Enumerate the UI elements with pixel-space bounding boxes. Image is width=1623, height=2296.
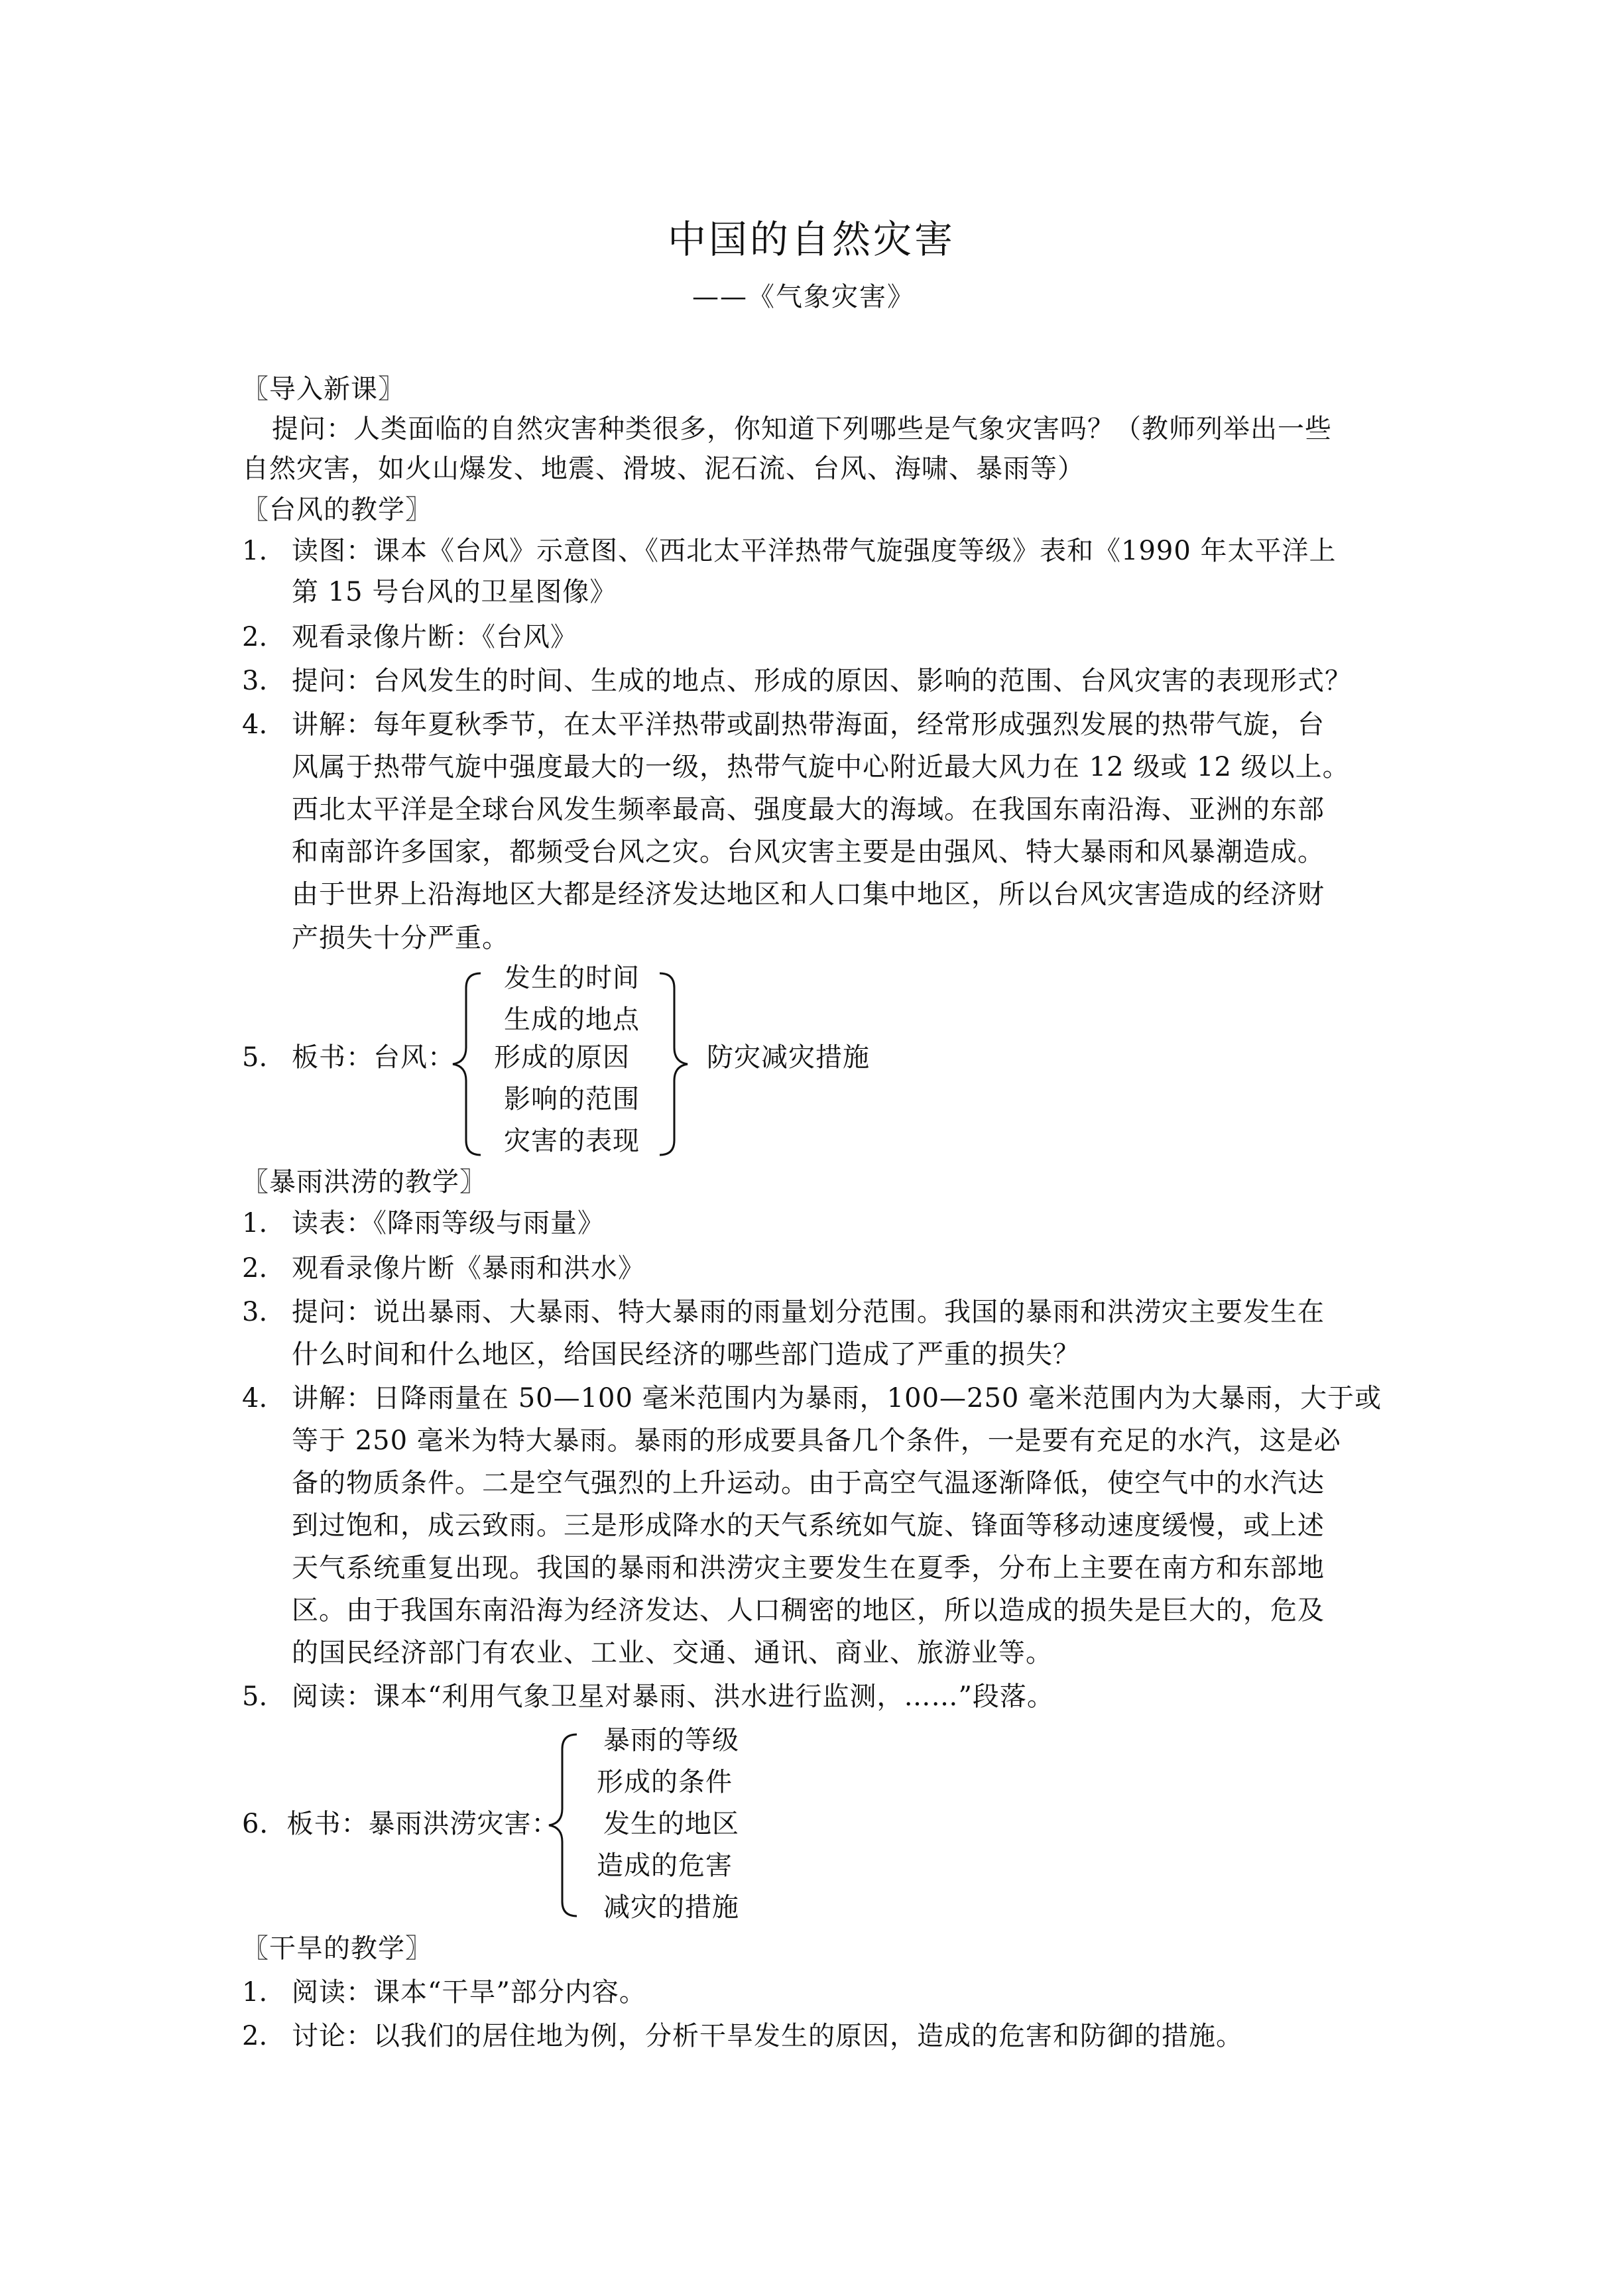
list-item-line: 提问：台风发生的时间、生成的地点、形成的原因、影响的范围、台风灾害的表现形式？ bbox=[292, 666, 1352, 696]
list-number: 4. bbox=[242, 1383, 268, 1414]
list-number: 1. bbox=[242, 1208, 268, 1239]
left-brace bbox=[544, 1729, 583, 1921]
list-item-line: 读表：《降雨等级与雨量》 bbox=[292, 1208, 605, 1239]
board-item: 发生的地区 bbox=[603, 1809, 739, 1839]
board-label-typhoon: 板书：台风： bbox=[292, 1042, 455, 1073]
intro-line: 自然灾害，如火山爆发、地震、滑坡、泥石流、台风、海啸、暴雨等） bbox=[242, 453, 1085, 484]
list-item-line: 风属于热带气旋中强度最大的一级，热带气旋中心附近最大风力在 12 级或 12 级以上。 bbox=[292, 752, 1350, 782]
list-number: 2. bbox=[242, 1253, 268, 1284]
section-heading-rainstorm: 〖暴雨洪涝的教学〗 bbox=[242, 1167, 487, 1197]
list-item-line: 和南部许多国家，都频受台风之灾。台风灾害主要是由强风、特大暴雨和风暴潮造成。 bbox=[292, 837, 1325, 867]
board-item: 暴雨的等级 bbox=[603, 1725, 739, 1756]
board-item: 形成的条件 bbox=[597, 1767, 733, 1797]
list-item-line: 观看录像片断：《台风》 bbox=[292, 622, 577, 652]
list-number: 2. bbox=[242, 622, 268, 652]
list-number: 5. bbox=[242, 1681, 268, 1712]
board-label-rainstorm: 6．板书：暴雨洪涝灾害： bbox=[242, 1809, 559, 1839]
list-item-line: 西北太平洋是全球台风发生频率最高、强度最大的海域。在我国东南沿海、亚洲的东部 bbox=[292, 794, 1325, 825]
board-item: 发生的时间 bbox=[504, 963, 640, 993]
page-title: 中国的自然灾害 bbox=[667, 217, 955, 262]
section-heading-typhoon: 〖台风的教学〗 bbox=[242, 495, 432, 525]
list-item-line: 等于 250 毫米为特大暴雨。暴雨的形成要具备几个条件，一是要有充足的水汽，这是必 bbox=[292, 1425, 1341, 1456]
board-item: 减灾的措施 bbox=[603, 1892, 739, 1923]
list-item-line: 观看录像片断《暴雨和洪水》 bbox=[292, 1253, 645, 1284]
list-item-line: 产损失十分严重。 bbox=[292, 923, 509, 953]
board-item: 生成的地点 bbox=[504, 1004, 640, 1035]
section-heading-intro: 〖导入新课〗 bbox=[242, 374, 405, 404]
list-item-line: 讲解：每年夏秋季节，在太平洋热带或副热带海面，经常形成强烈发展的热带气旋，台 bbox=[292, 709, 1325, 740]
list-item-line: 阅读：课本“利用气象卫星对暴雨、洪水进行监测，……”段落。 bbox=[292, 1681, 1054, 1712]
list-item-line: 备的物质条件。二是空气强烈的上升运动。由于高空气温逐渐降低，使空气中的水汽达 bbox=[292, 1468, 1325, 1498]
intro-line: 提问：人类面临的自然灾害种类很多，你知道下列哪些是气象灾害吗？（教师列举出一些 bbox=[272, 414, 1332, 444]
list-item-line: 第 15 号台风的卫星图像》 bbox=[292, 577, 617, 607]
list-item-line: 什么时间和什么地区，给国民经济的哪些部门造成了严重的损失？ bbox=[292, 1339, 1080, 1370]
list-item-line: 由于世界上沿海地区大都是经济发达地区和人口集中地区，所以台风灾害造成的经济财 bbox=[292, 879, 1325, 910]
list-number: 4. bbox=[242, 709, 268, 740]
right-brace bbox=[653, 968, 693, 1160]
list-item-line: 的国民经济部门有农业、工业、交通、通讯、商业、旅游业等。 bbox=[292, 1638, 1053, 1668]
list-item-line: 天气系统重复出现。我国的暴雨和洪涝灾主要发生在夏季，分布上主要在南方和东部地 bbox=[292, 1553, 1325, 1583]
board-item: 灾害的表现 bbox=[504, 1126, 640, 1156]
list-item-line: 读图：课本《台风》示意图、《西北太平洋热带气旋强度等级》表和《1990 年太平洋上 bbox=[292, 536, 1337, 566]
list-number: 5. bbox=[242, 1042, 268, 1073]
list-item-line: 提问：说出暴雨、大暴雨、特大暴雨的雨量划分范围。我国的暴雨和洪涝灾主要发生在 bbox=[292, 1297, 1325, 1327]
list-item-line: 讲解：日降雨量在 50—100 毫米范围内为暴雨，100—250 毫米范围内为大暴雨，大于或 bbox=[292, 1383, 1382, 1414]
list-number: 2. bbox=[242, 2021, 268, 2051]
list-item-line: 到过饱和，成云致雨。三是形成降水的天气系统如气旋、锋面等移动速度缓慢，或上述 bbox=[292, 1510, 1325, 1541]
section-heading-drought: 〖干旱的教学〗 bbox=[242, 1933, 432, 1964]
left-brace bbox=[448, 968, 487, 1160]
list-item-line: 阅读：课本“干旱”部分内容。 bbox=[292, 1977, 646, 2008]
board-item: 形成的原因 bbox=[494, 1042, 630, 1073]
list-item-line: 讨论：以我们的居住地为例，分析干旱发生的原因，造成的危害和防御的措施。 bbox=[292, 2021, 1243, 2051]
list-item-line: 区。由于我国东南沿海为经济发达、人口稠密的地区，所以造成的损失是巨大的，危及 bbox=[292, 1595, 1325, 1626]
page-subtitle: ——《气象灾害》 bbox=[692, 282, 915, 312]
board-item: 影响的范围 bbox=[504, 1084, 640, 1115]
list-number: 3. bbox=[242, 666, 268, 696]
list-number: 3. bbox=[242, 1297, 268, 1327]
list-number: 1. bbox=[242, 536, 268, 566]
board-item: 造成的危害 bbox=[597, 1850, 733, 1881]
board-result: 防灾减灾措施 bbox=[707, 1042, 870, 1073]
list-number: 1. bbox=[242, 1977, 268, 2008]
